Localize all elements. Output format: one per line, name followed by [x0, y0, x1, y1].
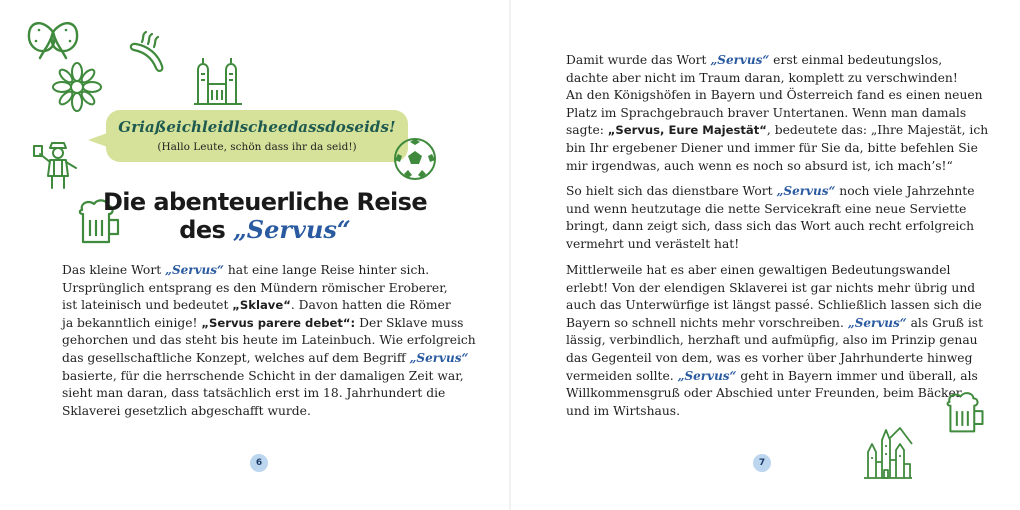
bubble-title: Griaßeichleidlscheedassdoseids!	[118, 118, 396, 136]
church-towers-icon	[192, 54, 244, 106]
edelweiss-icon	[52, 62, 102, 112]
football-icon	[392, 136, 438, 182]
speech-bubble	[106, 110, 408, 162]
page-number-left: 6	[250, 454, 268, 472]
right-paragraph-1: Damit wurde das Wort „Servus“ erst einmal bedeutungslos, dachte aber nicht im Traum daran, komplett zu verschwinden! An den Königshöfen in Bayern und Österreich fand es einen neuen Platz im Sprachgebrauch braver Untertanen. Wenn man damals sagte: „Servus, Eure Majestät“, bedeutete das: „Ihre Majestät, ich bin Ihr ergebener Diener und immer für Sie da, bitte befehlen Sie mir irgendwas, auch wenn es noch so absurd ist, ich mach’s!“	[566, 53, 989, 173]
beer-mug-icon	[944, 390, 988, 436]
right-paragraph-2: So hielt sich das dienstbare Wort „Servus“ noch viele Jahrzehnte und wenn heutzutage die nette Servicekraft eine neue Serviette bringt, dann zeigt sich, dass sich das Wort auch recht erfolgreich vermehrt und verästelt hat!	[566, 184, 975, 251]
right-page	[510, 0, 1020, 510]
pretzel-icon	[24, 14, 82, 64]
left-body-paragraph: Das kleine Wort „Servus“ hat eine lange Reise hinter sich. Ursprünglich entsprang es den Mündern römischer Eroberer, ist lateinisch und bedeutet „Sklave“. Davon hatten die Römer ja bekanntlich einige! „Servus parere debet“: Der Sklave muss gehorchen und das steht bis heute im Lateinbuch. Wie erfolgreich das gesellschaftliche Konzept, welches auf dem Begriff „Servus“ basierte, für die herrschende Schicht in der damaligen Zeit war, sieht man daran, dass tatsächlich erst im 18. Jahrhundert die Sklaverei gesetzlich abgeschafft wurde.	[62, 263, 476, 418]
heading-servus: „Servus“	[232, 215, 351, 244]
page-heading	[100, 188, 430, 244]
heading-line-2: des „Servus“	[179, 215, 351, 244]
man-with-beer-icon	[32, 138, 84, 190]
castle-icon	[860, 424, 916, 480]
bubble-subtitle: (Hallo Leute, schön dass ihr da seid!)	[157, 141, 357, 153]
page-number-right: 7	[753, 454, 771, 472]
right-paragraph-3: Mittlerweile hat es aber einen gewaltigen Bedeutungswandel erlebt! Von der elendigen Sklaverei ist gar nichts mehr übrig und auch das Unterwürfige ist längst passé. Schließlich lassen sich die Bayern so schnell nichts mehr vorschreiben. „Servus“ als Gruß ist lässig, verbindlich, herzhaft und aufmüpfig, also im Prinzip genau das Gegenteil von dem, was es vorher über Jahrhunderte hinweg vermeiden sollte. „Servus“ geht in Bayern immer und überall, als Willkommensgruß oder Abschied unter Freunden, beim Bäcker und im Wirtshaus.	[566, 263, 984, 418]
sausage-icon	[128, 30, 172, 74]
heading-line-1: Die abenteuerliche Reise	[102, 188, 427, 216]
